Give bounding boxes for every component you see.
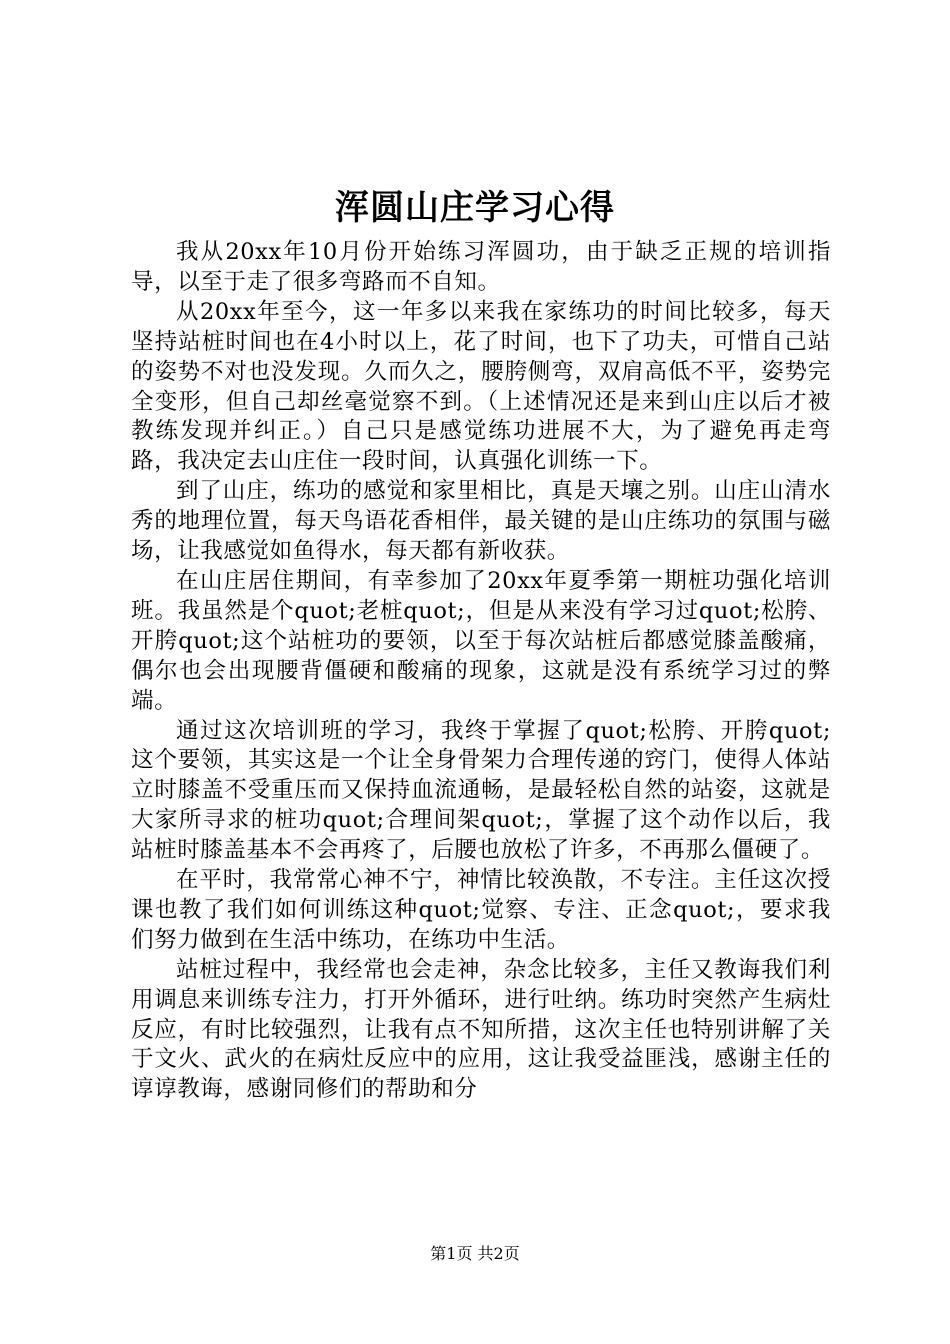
document-title: 浑圆山庄学习心得: [335, 188, 615, 228]
paragraph: 从20xx年至今，这一年多以来我在家练功的时间比较多，每天坚持站桩时间也在4小时以上，花了时间，也下了功夫，可惜自己站的姿势不对也没发现。久而久之，腰胯侧弯，双肩高低不平，姿势完全变形，但自己却丝毫觉察不到。（上述情况还是来到山庄以后才被教练发现并纠正。）自己只是感觉练功进展不大，为了避免再走弯路，我决定去山庄住一段时间，认真强化训练一下。: [131, 298, 831, 475]
paragraph: 我从20xx年10月份开始练习浑圆功，由于缺乏正规的培训指导，以至于走了很多弯路而不自知。: [131, 239, 831, 295]
paragraph: 到了山庄，练功的感觉和家里相比，真是天壤之别。山庄山清水秀的地理位置，每天鸟语花香相伴，最关键的是山庄练功的氛围与磁场，让我感觉如鱼得水，每天都有新收获。: [131, 478, 831, 565]
paragraph: 在平时，我常常心神不宁，神情比较涣散，不专注。主任这次授课也教了我们如何训练这种quot;觉察、专注、正念quot;，要求我们努力做到在生活中练功，在练功中生活。: [131, 867, 831, 953]
paragraph: 站桩过程中，我经常也会走神，杂念比较多，主任又教诲我们利用调息来训练专注力，打开外循环，进行吐纳。练功时突然产生病灶反应，有时比较强烈，让我有点不知所措，这次主任也特别讲解了关于文火、武火的在病灶反应中的应用，这让我受益匪浅，感谢主任的谆谆教诲，感谢同修们的帮助和分: [131, 956, 831, 1103]
paragraph: 在山庄居住期间，有幸参加了20xx年夏季第一期桩功强化培训班。我虽然是个quot;老桩quot;，但是从来没有学习过quot;松胯、开胯quot;这个站桩功的要领，以至于每次站桩后都感觉膝盖酸痛，偶尔也会出现腰背僵硬和酸痛的现象，这就是没有系统学习过的弊端。: [131, 567, 831, 714]
paragraph: 通过这次培训班的学习，我终于掌握了quot;松胯、开胯quot;这个要领，其实这是一个让全身骨架力合理传递的窍门，使得人体站立时膝盖不受重压而又保持血流通畅，是最轻松自然的站姿，这就是大家所寻求的桩功quot;合理间架quot;，掌握了这个动作以后，我站桩时膝盖基本不会再疼了，后腰也放松了许多，不再那么僵硬了。: [131, 717, 831, 864]
document-body: [131, 238, 831, 1105]
page-footer: 第1页 共2页: [430, 1244, 520, 1263]
